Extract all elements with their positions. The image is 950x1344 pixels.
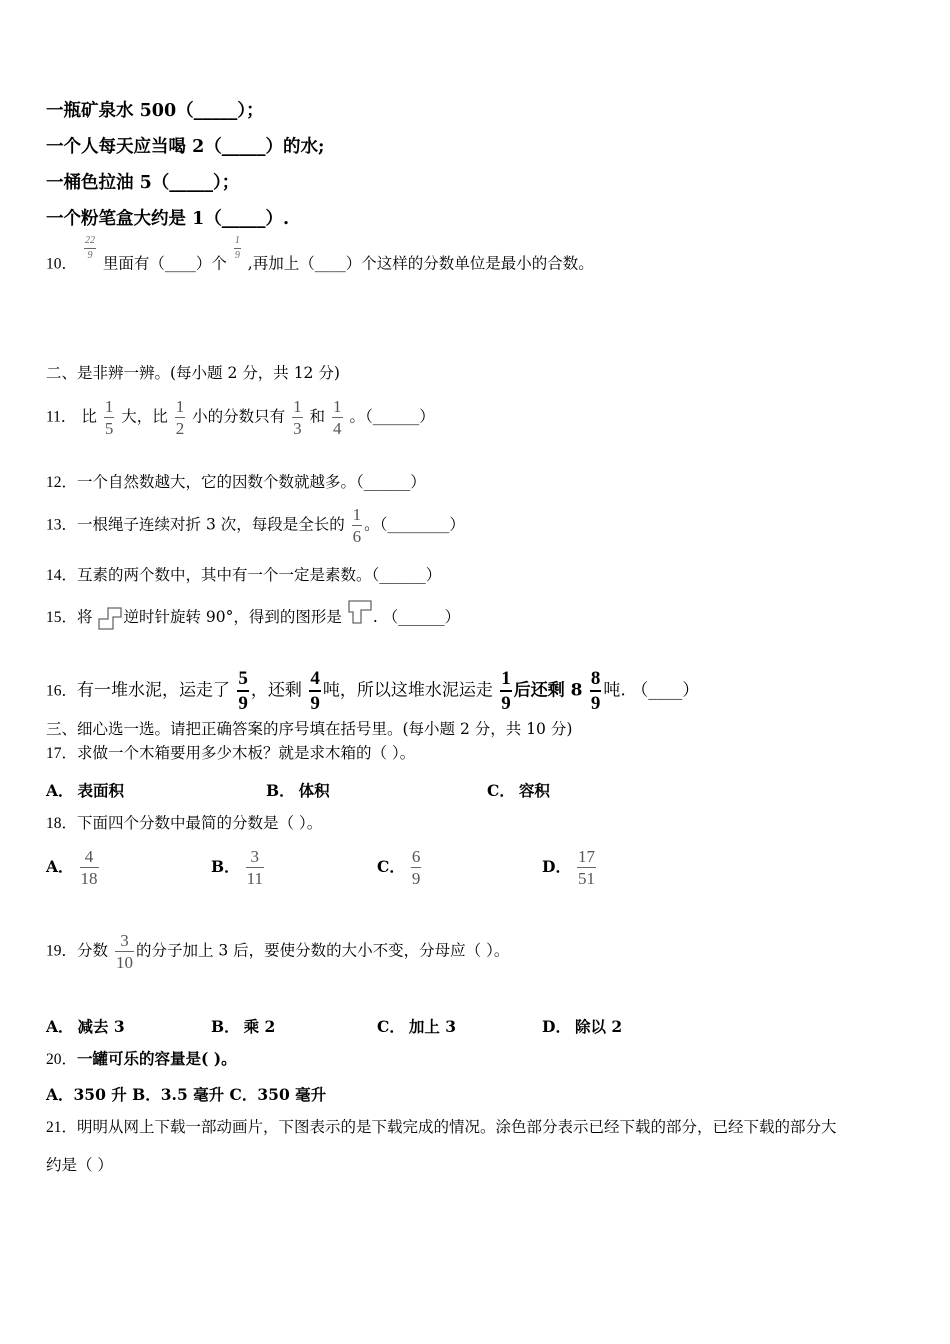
question-text: 有一堆水泥，运走了 (77, 680, 231, 701)
question-text: ，还剩 (250, 680, 302, 701)
question-number: 19． (46, 942, 78, 960)
question-11 (46, 398, 435, 437)
question-text: . （______） (372, 608, 461, 626)
fraction-4-18: $\frac{4}{18}$ (80, 847, 98, 888)
question-number: 12． (46, 474, 78, 491)
question-number: 18． (46, 815, 78, 832)
q19-option-c[interactable]: C． 加上 3 (377, 1017, 457, 1036)
fraction-1-5: $\frac{1}{5}$ (104, 397, 114, 438)
question-19 (46, 932, 509, 971)
question-text: 一罐可乐的容量是( )。 (77, 1049, 237, 1068)
fraction-1-2: $\frac{1}{2}$ (175, 397, 185, 438)
q20-options[interactable]: A．350 升 B．3.5 毫升 C．350 毫升 (46, 1085, 327, 1104)
question-14 (46, 565, 441, 586)
question-17 (46, 743, 415, 764)
question-10 (46, 235, 594, 277)
fraction-6-9: $\frac{6}{9}$ (411, 847, 421, 888)
fraction-1-3: $\frac{1}{3}$ (293, 397, 302, 438)
question-20 (46, 1049, 237, 1070)
fraction-8-9: $\frac{8}{9}$ (590, 668, 601, 714)
fraction-4-9: $\frac{4}{9}$ (310, 668, 320, 714)
question-12 (46, 472, 426, 493)
fraction-3-10: $\frac{3}{10}$ (115, 931, 133, 972)
units-line-2: 一个人每天应当喝 2（_____）的水; (46, 137, 325, 157)
question-number: 17． (46, 745, 78, 762)
question-text: 互素的两个数中，其中有一个一定是素数。（______） (77, 566, 442, 584)
question-number: 13． (46, 516, 78, 534)
fraction-1-6: $\frac{1}{6}$ (352, 505, 362, 546)
q17-option-b[interactable]: B． 体积 (266, 781, 330, 800)
question-text: 大，比 (121, 407, 168, 426)
units-line-1: 一瓶矿泉水 500（_____）； (46, 101, 264, 121)
question-text: 求做一个木箱要用多少木板？就是求木箱的（ ）。 (77, 744, 416, 762)
fraction-22-9: $\frac{22}{9}$ (84, 235, 95, 261)
section-2-header: 二、是非辨一辨。(每小题 2 分，共 12 分) (46, 364, 340, 382)
fraction-3-11: $\frac{3}{11}$ (246, 847, 263, 888)
question-text: 明明从网上下载一部动画片，下图表示的是下载完成的情况。涂色部分表示已经下载的部分，已经下载的部分大 (77, 1118, 837, 1136)
question-18 (46, 813, 322, 834)
units-line-4: 一个粉笔盒大约是 1（_____）. (46, 209, 290, 229)
question-number: 11． (46, 408, 77, 426)
question-text: 的分子加上 3 后，要使分数的大小不变，分母应（ ）。 (135, 941, 510, 960)
fraction-5-9: $\frac{5}{9}$ (238, 668, 248, 714)
question-text: 吨. （____） (603, 680, 700, 701)
question-text: 吨，所以这堆水泥运走 (322, 680, 493, 701)
question-text: 后还剩 8 (513, 680, 583, 701)
fraction-17-51: $\frac{17}{51}$ (577, 847, 595, 888)
question-text: 小的分数只有 (192, 407, 286, 426)
question-text: 。（______） (349, 407, 435, 426)
question-number: 14． (46, 567, 78, 584)
question-13 (46, 506, 465, 545)
question-16 (46, 669, 699, 713)
step-shape-icon (97, 605, 123, 631)
q19-option-d[interactable]: D． 除以 2 (542, 1017, 623, 1036)
question-text: 和 (309, 407, 326, 426)
question-text: 下面四个分数中最简的分数是（ ）。 (77, 814, 323, 832)
question-text: 。（________） (364, 515, 465, 534)
question-text: 里面有（____）个 (102, 254, 227, 273)
q19-option-b[interactable]: B． 乘 2 (211, 1017, 276, 1036)
question-text: 比 (81, 407, 97, 426)
question-text: ,再加上（____）个这样的分数单位是最小的合数。 (247, 254, 594, 273)
rotated-shape-icon (347, 599, 373, 625)
question-text: 分数 (77, 941, 109, 960)
units-line-3: 一桶色拉油 5（_____）； (46, 173, 240, 193)
q18-option-b[interactable]: B． $\frac{3}{11}$ (211, 847, 263, 888)
question-21 (46, 1117, 837, 1138)
question-number: 15． (46, 609, 78, 626)
fraction-1-9: $\frac{1}{9}$ (501, 668, 511, 714)
q18-option-d[interactable]: D． $\frac{17}{51}$ (542, 847, 595, 888)
question-text: 一根绳子连续对折 3 次，每段是全长的 (77, 515, 345, 534)
question-21-line-2: 约是（ ） (46, 1156, 113, 1174)
question-number: 10． (46, 255, 78, 273)
question-15 (46, 605, 460, 631)
question-number: 16． (46, 682, 78, 700)
fraction-1-4: $\frac{1}{4}$ (333, 397, 342, 438)
question-number: 21． (46, 1119, 78, 1136)
q17-option-c[interactable]: C． 容积 (487, 781, 550, 800)
question-text: 一个自然数越大，它的因数个数就越多。（______） (77, 473, 426, 491)
q18-option-c[interactable]: C． $\frac{6}{9}$ (377, 847, 421, 888)
q18-option-a[interactable]: A． $\frac{4}{18}$ (46, 847, 98, 888)
q17-option-a[interactable]: A． 表面积 (46, 781, 125, 800)
question-text: 逆时针旋转 90°，得到的图形是 (123, 608, 342, 626)
question-text: 将 (77, 608, 93, 626)
q19-option-a[interactable]: A． 减去 3 (46, 1017, 125, 1036)
fraction-1-9: $\frac{1}{9}$ (234, 235, 240, 261)
question-number: 20． (46, 1051, 78, 1068)
section-3-header: 三、细心选一选。请把正确答案的序号填在括号里。(每小题 2 分，共 10 分) (46, 720, 573, 738)
